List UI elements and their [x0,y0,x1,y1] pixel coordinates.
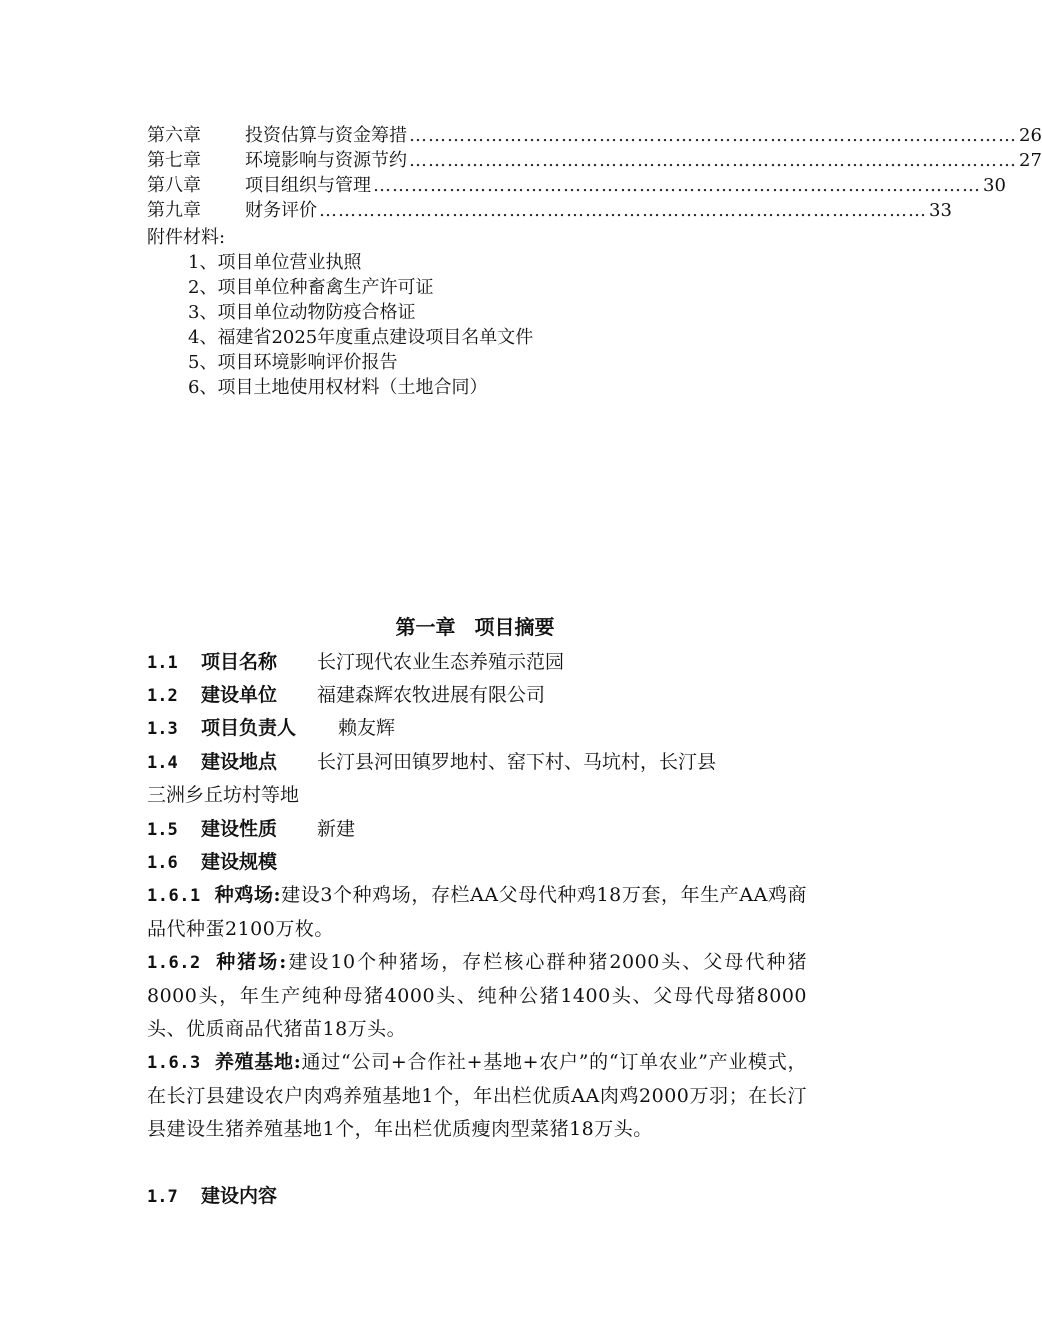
toc-leader: …………………………………………………………………………………… [409,150,1017,171]
section-label: 建设单位 [201,684,278,706]
chapter-title: 项目摘要 [474,615,555,639]
section-scale [147,846,807,880]
chapter-label: 第一章 [395,615,456,639]
section-content [147,1180,807,1214]
section-value: 赖友辉 [338,717,396,739]
attachments-list [188,250,533,400]
section-label: 种猪场: [214,951,287,973]
section-text: 通过“公司+合作社+基地+农户”的“订单农业”产业模式，在长汀县建设农户肉鸡养殖基地1个，年出栏优质AA肉鸡2000万羽；在长汀县建设生猪养殖基地1个，年出栏优质瘦肉型菜猪18万头。 [147,1051,807,1140]
section-location [147,746,807,780]
section-value: 新建 [317,818,356,840]
attachments-heading: 附件材料: [147,227,226,248]
section-number: 1.6.3 [147,1053,201,1073]
toc-chapter: 第六章 [147,125,201,146]
toc-page-number: 30 [983,175,1006,196]
section-text: 建设3个种鸡场，存栏AA父母代种鸡18万套，年生产AA鸡商品代种蛋2100万枚。 [147,884,808,940]
toc-title: 项目组织与管理 [245,175,371,196]
section-location-continued [147,779,807,812]
section-number: 1.6.2 [147,953,201,973]
toc-title: 财务评价 [245,200,317,221]
attachment-item: 6、项目土地使用权材料（土地合同） [188,377,488,398]
section-nature [147,813,807,847]
toc-title: 投资估算与资金筹措 [245,125,407,146]
toc-title: 环境影响与资源节约 [245,150,407,171]
toc-entry[interactable] [147,172,1006,197]
section-label: 种鸡场: [214,884,282,906]
section-value: 长汀县河田镇罗地村、窑下村、马坑村，长汀县 [317,751,717,773]
section-manager [147,712,807,746]
section-number: 1.6 [147,853,178,873]
section-value-line2: 三洲乡丘坊村等地 [147,784,300,806]
section-number: 1.1 [147,653,178,673]
section-breeder-pig [147,946,807,1046]
toc-chapter: 第九章 [147,200,201,221]
section-number: 1.3 [147,719,178,739]
section-label: 项目负责人 [201,717,297,739]
section-breeding-base [147,1046,807,1146]
section-number: 1.7 [147,1187,178,1207]
section-value: 长汀现代农业生态养殖示范园 [317,651,565,673]
toc-chapter: 第八章 [147,175,201,196]
section-text: 建设10个种猪场，存栏核心群种猪2000头、父母代种猪8000头，年生产纯种母猪4000头、纯种公猪1400头、父母代母猪8000头、优质商品代猪苗18万头。 [147,951,807,1040]
toc-entry[interactable] [147,147,1042,172]
section-label: 建设地点 [201,751,278,773]
attachment-item: 4、福建省2025年度重点建设项目名单文件 [188,327,534,348]
section-label: 建设规模 [201,851,278,873]
section-number: 1.5 [147,820,178,840]
section-number: 1.6.1 [147,886,201,906]
section-number: 1.2 [147,686,178,706]
section-label: 养殖基地: [214,1051,302,1073]
section-number: 1.4 [147,753,178,773]
section-label: 建设性质 [201,818,278,840]
toc-chapter: 第七章 [147,150,201,171]
chapter-heading [0,614,950,640]
toc-entry[interactable] [147,122,1042,147]
section-builder [147,679,807,713]
toc-page-number: 33 [929,200,952,221]
toc-leader: …………………………………………………………………………………… [373,175,981,196]
section-value: 福建森辉农牧进展有限公司 [317,684,546,706]
attachment-item: 2、项目单位种畜禽生产许可证 [188,277,434,298]
section-label: 项目名称 [201,651,278,673]
toc-entry[interactable] [147,197,952,222]
attachment-item: 3、项目单位动物防疫合格证 [188,302,416,323]
attachment-item: 5、项目环境影响评价报告 [188,352,398,373]
toc-page-number: 26 [1019,125,1042,146]
attachment-item: 1、项目单位营业执照 [188,252,362,273]
section-breeder-chicken [147,879,807,946]
section-project-name [147,646,807,680]
toc-leader: …………………………………………………………………………………… [319,200,927,221]
section-label: 建设内容 [201,1185,278,1207]
toc-page-number: 27 [1019,150,1042,171]
toc-leader: …………………………………………………………………………………… [409,125,1017,146]
